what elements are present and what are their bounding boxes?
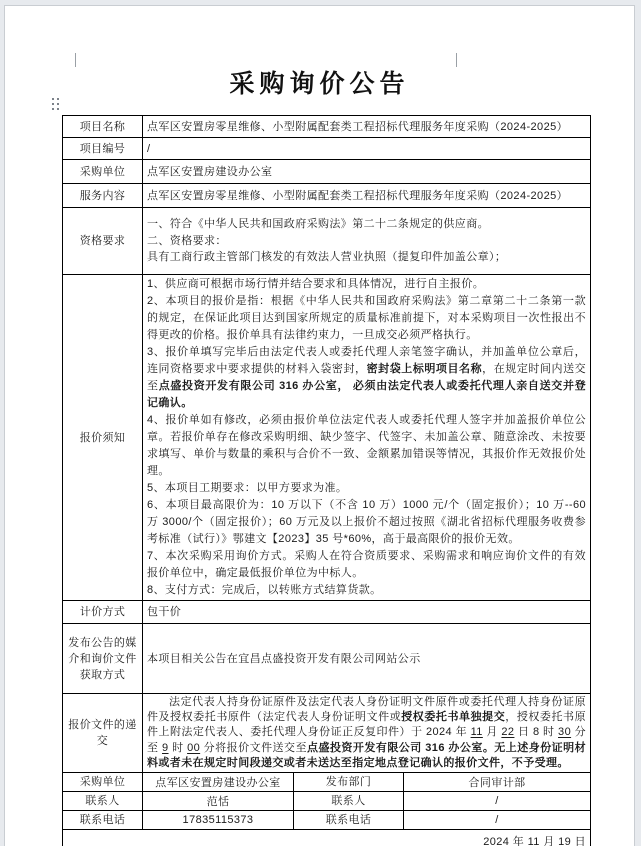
- table-row-announcement: [63, 624, 591, 694]
- row-label: 报价文件的递交: [63, 694, 143, 773]
- contact-label: 联系电话: [294, 811, 404, 830]
- contact-label: 联系人: [294, 792, 404, 811]
- contact-value: /: [404, 811, 591, 830]
- table-row-contact: [63, 773, 591, 792]
- table-row-qualification: [63, 208, 591, 275]
- contact-value: 合同审计部: [404, 773, 591, 792]
- announcement-text: 本项目相关公告在宜昌点盛投资开发有限公司网站公示: [143, 624, 591, 694]
- row-value: 点军区安置房零星维修、小型附属配套类工程招标代理服务年度采购（2024-2025）: [143, 184, 591, 208]
- row-label: 发布公告的媒介和询价文件获取方式: [63, 624, 143, 694]
- table-row-date: [63, 830, 591, 846]
- table-drag-handle-icon[interactable]: [52, 98, 60, 111]
- row-label: 计价方式: [63, 601, 143, 624]
- table-row: [63, 160, 591, 184]
- row-value: 包干价: [143, 601, 591, 624]
- contact-label: 采购单位: [63, 773, 143, 792]
- table-row-quote-notice: [63, 275, 591, 601]
- page-title: 采购询价公告: [229, 70, 410, 98]
- document-page: [4, 5, 635, 846]
- announcement-date: 2024 年 11 月 19 日: [63, 830, 591, 846]
- contact-value: /: [404, 792, 591, 811]
- row-label: 资格要求: [63, 208, 143, 275]
- table-row: [63, 138, 591, 160]
- table-row-contact: [63, 811, 591, 830]
- table-row-contact: [63, 792, 591, 811]
- table-row: [63, 116, 591, 138]
- contact-label: 联系电话: [63, 811, 143, 830]
- submission-text: 法定代表人持身份证原件及法定代表人身份证明文件原件或委托代理人持身份证原件及授权委托书原件（法定代表人身份证明文件或授权委托书单独提交，授权委托书原件上附法定代表人、委托代理人身份证正反复印件）于 2024 年 11 月 22 日 8 时 30 分至 9 时 00 分将报价文件送交至点盛投资开发有限公司 316 办公室。无上述身份证明材料或者未在规定时间段递交或者未送达至指定地点登记确认的报价文件，不予受理。: [143, 694, 591, 773]
- row-value: 点军区安置房建设办公室: [143, 160, 591, 184]
- quote-notice-text: 1、供应商可根据市场行情并结合要求和具体情况，进行自主报价。 2、本项目的报价是指：根据《中华人民共和国政府采购法》第二章第二十二条第一款的规定，在保证此项目达到国家所规定的质量标准前提下，对本采购项目一次性报出不得更改的价格。报价单具有法律约束力，一旦成交必须严格执行。 3、报价单填写完毕后由法定代表人或委托代理人亲笔签字确认，并加盖单位公章后，连同资格要求中要求提供的材料入袋密封，密封袋上标明项目名称，在规定时间内送交至点盛投资开发有限公司 316 办公室， 必须由法定代表人或委托代理人亲自送交并登记确认。 4、报价单如有修改，必须由报价单位法定代表人或委托代理人签字并加盖报价单位公章。若报价单存在修改采购明细、缺少签字、代签字、未加盖公章、随意涂改、未按要求填写、单价与数量的乘积与合价不一致、金额累加错误等情况，其报价作无效报价处理。 5、本项目工期要求：以甲方要求为准。 6、本项目最高限价为：10 万以下（不含 10 万）1000 元/个（固定报价）；10 万--60 万 3000/个（固定报价）；60 万元及以上报价不超过按照《湖北省招标代理服务收费参考标准（试行）》鄂建文【2023】35 号*60%，高于最高限价的报价无效。 7、本次采购采用询价方式。采购人在符合资质要求、采购需求和响应询价文件的有效报价单位中，确定最低报价单位为中标人。 8、支付方式：完成后，以转账方式结算货款。: [143, 275, 591, 601]
- contact-label: 联系人: [63, 792, 143, 811]
- row-label: 服务内容: [63, 184, 143, 208]
- row-label: 报价须知: [63, 275, 143, 601]
- contact-value: 点军区安置房建设办公室: [143, 773, 294, 792]
- row-label: 采购单位: [63, 160, 143, 184]
- row-value: 点军区安置房零星维修、小型附属配套类工程招标代理服务年度采购（2024-2025）: [143, 116, 591, 138]
- announcement-table: [62, 115, 591, 846]
- contact-label: 发布部门: [294, 773, 404, 792]
- row-value: /: [143, 138, 591, 160]
- qualification-text: 一、符合《中华人民共和国政府采购法》第二十二条规定的供应商。 二、资格要求： 具有工商行政主管部门核发的有效法人营业执照（提复印件加盖公章）；: [143, 208, 591, 275]
- table-row-submission: [63, 694, 591, 773]
- row-label: 项目名称: [63, 116, 143, 138]
- table-row: [63, 184, 591, 208]
- row-label: 项目编号: [63, 138, 143, 160]
- table-row: [63, 601, 591, 624]
- contact-value: 范恬: [143, 792, 294, 811]
- contact-value: 17835115373: [143, 811, 294, 830]
